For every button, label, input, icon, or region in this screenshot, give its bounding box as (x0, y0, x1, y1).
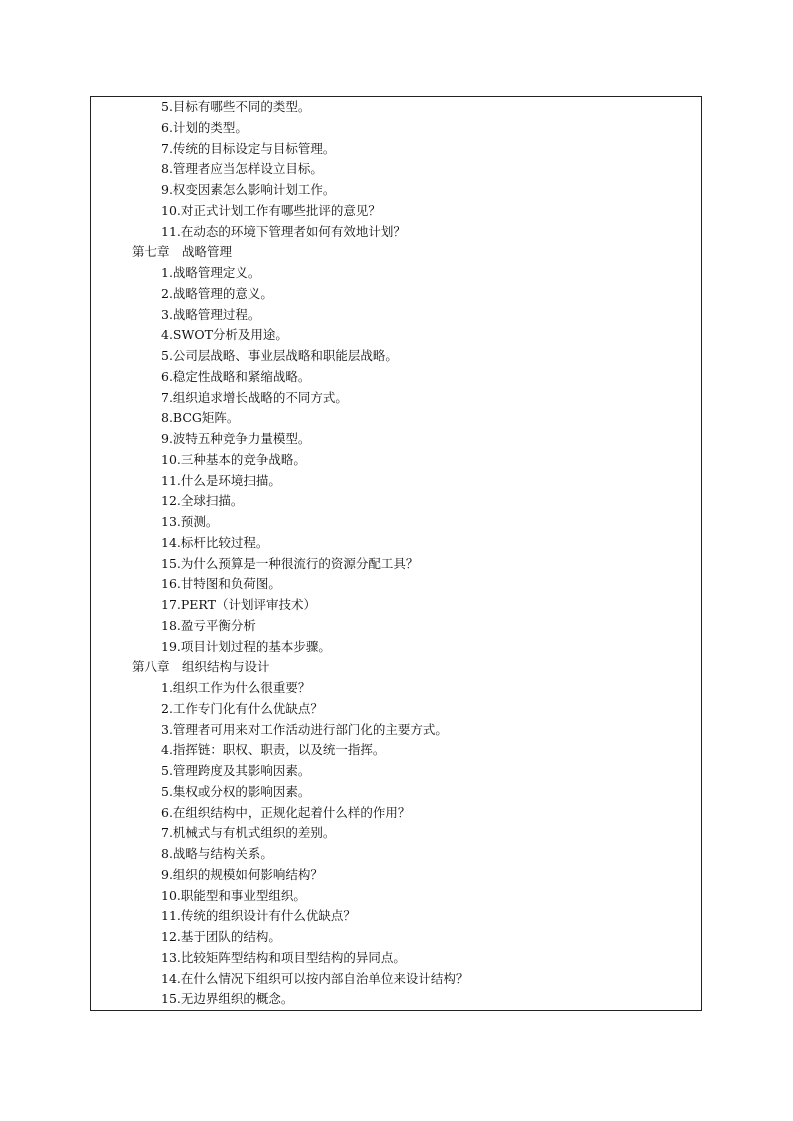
outline-item: 12.全球扫描。 (161, 493, 244, 509)
outline-item: 13.预测。 (161, 514, 219, 529)
outline-item: 9.组织的规模如何影响结构？ (161, 866, 323, 882)
outline-item: 2.战略管理的意义。 (161, 285, 273, 301)
outline-item: 11.在动态的环境下管理者如何有效地计划？ (161, 223, 406, 239)
outline-item: 1.组织工作为什么很重要？ (161, 680, 311, 695)
outline-item: 4.SWOT分析及用途。 (161, 327, 288, 343)
outline-item: 7.机械式与有机式组织的差别。 (161, 825, 336, 841)
outline-item: 5.目标有哪些不同的类型。 (161, 99, 311, 114)
outline-item: 16.甘特图和负荷图。 (161, 576, 281, 592)
outline-item: 12.基于团队的结构。 (161, 929, 281, 944)
outline-item: 18.盈亏平衡分析 (161, 617, 256, 633)
outline-item: 6.稳定性战略和紧缩战略。 (161, 368, 311, 384)
outline-item: 11.什么是环境扫描。 (161, 472, 281, 488)
outline-item: 15.为什么预算是一种很流行的资源分配工具？ (161, 555, 419, 571)
outline-item: 8.管理者应当怎样设立目标。 (161, 161, 323, 177)
outline-item: 9.波特五种竞争力量模型。 (161, 431, 311, 446)
outline-item: 14.在什么情况下组织可以按内部自治单位来设计结构？ (161, 970, 469, 986)
outline-item: 8.战略与结构关系。 (161, 846, 273, 861)
outline-item: 13.比较矩阵型结构和项目型结构的异同点。 (161, 949, 406, 965)
outline-item: 3.管理者可用来对工作活动进行部门化的主要方式。 (161, 721, 448, 737)
outline-item: 10.职能型和事业型组织。 (161, 887, 306, 903)
outline-item: 1.战略管理定义。 (161, 265, 261, 280)
outline-item: 14.标杆比较过程。 (161, 534, 269, 550)
outline-item: 5.公司层战略、事业层战略和职能层战略。 (161, 348, 398, 363)
outline-item: 7.传统的目标设定与目标管理。 (161, 140, 336, 156)
outline-item: 5.集权或分权的影响因素。 (161, 783, 311, 799)
chapter-heading: 第七章 战略管理 (132, 244, 233, 260)
outline-item: 9.权变因素怎么影响计划工作。 (161, 182, 336, 197)
content-table-cell (90, 96, 702, 1011)
outline-item: 4.指挥链：职权、职责，以及统一指挥。 (161, 742, 386, 758)
outline-item: 19.项目计划过程的基本步骤。 (161, 638, 331, 654)
outline-item: 15.无边界组织的概念。 (161, 991, 294, 1007)
outline-item: 10.三种基本的竞争战略。 (161, 451, 306, 467)
outline-item: 11.传统的组织设计有什么优缺点？ (161, 908, 356, 924)
outline-item: 7.组织追求增长战略的不同方式。 (161, 389, 348, 405)
outline-item: 6.在组织结构中，正规化起着什么样的作用？ (161, 804, 411, 820)
outline-item: 8.BCG矩阵。 (161, 410, 240, 426)
outline-item: 2.工作专门化有什么优缺点？ (161, 700, 323, 716)
outline-item: 17.PERT（计划评审技术） (161, 597, 316, 612)
outline-item: 3.战略管理过程。 (161, 306, 261, 322)
chapter-heading: 第八章 组织结构与设计 (132, 659, 270, 675)
outline-item: 5.管理跨度及其影响因素。 (161, 763, 311, 778)
outline-item: 10.对正式计划工作有哪些批评的意见？ (161, 202, 381, 218)
outline-item: 6.计划的类型。 (161, 119, 248, 135)
